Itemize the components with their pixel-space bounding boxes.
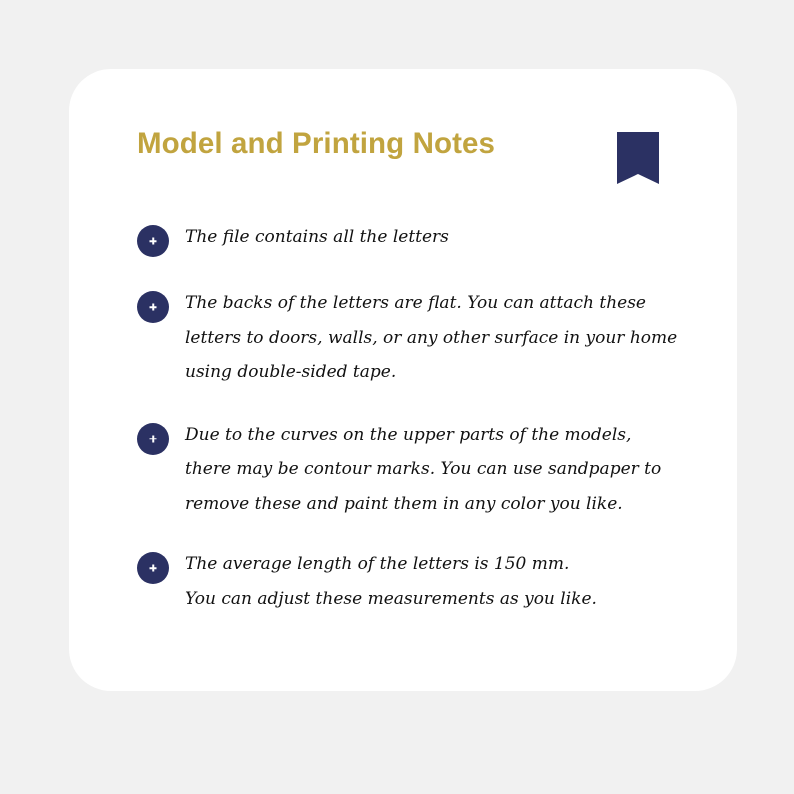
notes-card bbox=[69, 69, 737, 691]
plus-icon bbox=[137, 423, 169, 455]
card-title: Model and Printing Notes bbox=[137, 127, 496, 160]
note-text: Due to the curves on the upper parts of the models, there may be contour marks. You can use sandpaper to remove these and paint them in any color you like. bbox=[185, 424, 662, 514]
list-item bbox=[137, 286, 717, 390]
note-text: The backs of the letters are flat. You can attach these letters to doors, walls, or any other surface in your home using double-sided tape. bbox=[185, 293, 678, 382]
note-text: The file contains all the letters bbox=[185, 227, 449, 247]
plus-icon bbox=[137, 552, 169, 584]
list-item bbox=[137, 547, 717, 616]
plus-icon bbox=[137, 291, 169, 323]
bookmark-icon bbox=[617, 132, 659, 184]
plus-icon bbox=[137, 225, 169, 257]
list-item bbox=[137, 418, 717, 522]
note-text: The average length of the letters is 150 mm. You can adjust these measurements as you like. bbox=[185, 554, 597, 609]
list-item bbox=[137, 220, 717, 257]
notes-list bbox=[137, 220, 717, 645]
